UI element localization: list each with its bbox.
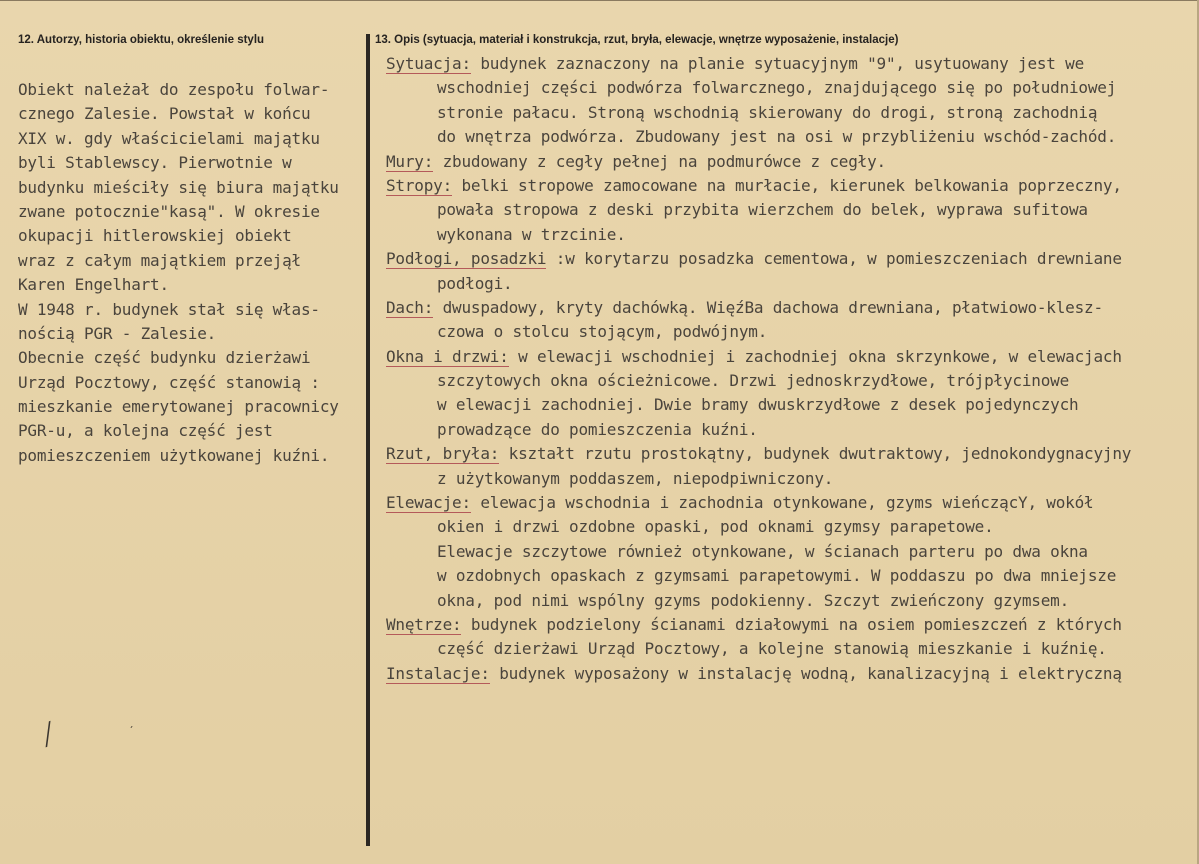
entry-label: Elewacje: xyxy=(386,493,471,513)
description-entry xyxy=(386,613,1186,637)
description-column xyxy=(386,52,1186,686)
entry-text: do wnętrza podwórza. Zbudowany jest na osi w przybliżeniu wschód-zachód. xyxy=(437,127,1117,147)
entry-label: Wnętrze: xyxy=(386,614,462,634)
history-line: pomieszczeniem użytkowanej kuźni. xyxy=(18,445,330,465)
entry-text: w elewacji zachodniej. Dwie bramy dwuskrzydłowe z desek pojedynczych xyxy=(437,395,1079,415)
history-line: budynku mieściły się biura majątku xyxy=(18,177,339,197)
description-line xyxy=(386,272,1186,296)
entry-text: wykonana w trzcinie. xyxy=(437,224,626,244)
entry-text: :w korytarzu posadzka cementowa, w pomieszczeniach drewniane xyxy=(546,249,1122,269)
history-line: byli Stablewscy. Pierwotnie w xyxy=(18,153,292,173)
entry-text: prowadzące do pomieszczenia kuźni. xyxy=(437,419,758,439)
entry-label: Podłogi, posadzki xyxy=(386,249,547,269)
entry-text: Elewacje szczytowe również otynkowane, w ścianach parteru po dwa okna xyxy=(437,541,1088,561)
entry-text: belki stropowe zamocowane na murłacie, kierunek belkowania poprzeczny, xyxy=(452,175,1122,195)
entry-text: kształt rzutu prostokątny, budynek dwutraktowy, jednokondygnacyjny xyxy=(499,444,1132,464)
entry-label: Dach: xyxy=(386,297,434,317)
entry-text: z użytkowanym poddaszem, niepodpiwniczony. xyxy=(437,468,834,488)
section-12-header: 12. Autorzy, historia obiektu, określenie stylu xyxy=(18,34,265,46)
description-entry xyxy=(386,442,1186,466)
entry-label: Mury: xyxy=(386,151,434,171)
description-line xyxy=(386,564,1186,588)
description-entry xyxy=(386,174,1186,198)
section-13-header: 13. Opis (sytuacja, materiał i konstrukcja, rzut, bryła, elewacje, wnętrze wyposażenie, instalacje) xyxy=(375,34,899,46)
description-line xyxy=(386,125,1186,149)
history-line: Obecnie część budynku dzierżawi xyxy=(18,348,311,368)
entry-label: Stropy: xyxy=(386,175,453,195)
history-line: zwane potocznie"kasą". W okresie xyxy=(18,201,320,221)
top-edge xyxy=(0,0,1199,1)
history-line: Karen Engelhart. xyxy=(18,275,169,295)
history-line: Obiekt należał do zespołu folwar- xyxy=(18,80,330,99)
entry-text: szczytowych okna ościeżnicowe. Drzwi jednoskrzydłowe, trójpłycinowe xyxy=(437,371,1069,391)
entry-text: podłogi. xyxy=(437,273,513,293)
description-entry xyxy=(386,150,1186,174)
entry-text: budynek zaznaczony na planie sytuacyjnym "9", usytuowany jest we xyxy=(470,54,1085,73)
description-entry xyxy=(386,247,1186,271)
description-entry xyxy=(386,296,1186,320)
entry-text: okna, pod nimi wspólny gzyms podokienny. Szczyt zwieńczony gzymsem. xyxy=(437,590,1069,610)
entry-text: powała stropowa z deski przybita wierzchem do belek, wyprawa sufitowa xyxy=(437,200,1088,220)
description-line xyxy=(386,198,1186,222)
entry-label: Okna i drzwi: xyxy=(386,346,509,366)
history-line: PGR-u, a kolejna część jest xyxy=(18,421,273,441)
entry-text: okien i drzwi ozdobne opaski, pod oknami gzymsy parapetowe. xyxy=(437,517,994,537)
description-line xyxy=(386,320,1186,344)
history-column xyxy=(18,78,364,468)
description-line xyxy=(386,418,1186,442)
entry-text: część dzierżawi Urząd Pocztowy, a kolejne stanowią mieszkanie i kuźnię. xyxy=(437,639,1107,659)
history-line: XIX w. gdy właścicielami majątku xyxy=(18,128,320,148)
entry-text: budynek podzielony ścianami działowymi na osiem pomieszczeń z których xyxy=(461,614,1122,634)
history-line: W 1948 r. budynek stał się włas- xyxy=(18,299,320,319)
history-line: wraz z całym majątkiem przejął xyxy=(18,250,301,270)
column-divider xyxy=(366,34,370,846)
description-line xyxy=(386,540,1186,564)
description-entry xyxy=(386,662,1186,686)
entry-text: czowa o stolcu stojącym, podwójnym. xyxy=(437,322,768,342)
history-line: mieszkanie emerytowanej pracownicy xyxy=(18,397,339,417)
entry-text: zbudowany z cegły pełnej na podmurówce z cegły. xyxy=(433,151,886,171)
entry-text: budynek wyposażony w instalację wodną, kanalizacyjną i elektryczną xyxy=(489,663,1122,683)
description-line xyxy=(386,76,1186,100)
description-line xyxy=(386,101,1186,125)
pen-mark: ╱ xyxy=(38,720,58,748)
entry-text: dwuspadowy, kryty dachówką. WięźBa dachowa drewniana, płatwiowo-klesz- xyxy=(433,297,1103,317)
description-line xyxy=(386,223,1186,247)
entry-text: w elewacji wschodniej i zachodniej okna skrzynkowe, w elewacjach xyxy=(508,346,1122,366)
description-line xyxy=(386,467,1186,491)
description-line xyxy=(386,369,1186,393)
history-line: okupacji hitlerowskiej obiekt xyxy=(18,226,292,246)
entry-text: wschodniej części podwórza folwarcznego, znajdującego się po południowej xyxy=(437,78,1117,98)
description-line xyxy=(386,637,1186,661)
history-line: Urząd Pocztowy, część stanowią : xyxy=(18,372,320,392)
history-line: cznego Zalesie. Powstał w końcu xyxy=(18,104,311,124)
entry-label: Instalacje: xyxy=(386,663,490,683)
description-line xyxy=(386,589,1186,613)
entry-text: w ozdobnych opaskach z gzymsami parapetowymi. W poddaszu po dwa mniejsze xyxy=(437,566,1117,586)
description-entry xyxy=(386,52,1186,76)
history-line: nością PGR - Zalesie. xyxy=(18,323,217,343)
entry-label: Rzut, bryła: xyxy=(386,444,500,464)
entry-text: elewacja wschodnia i zachodnia otynkowane, gzyms wieńczącY, wokół xyxy=(470,493,1094,513)
pen-dot: ˊ xyxy=(128,724,136,738)
entry-label: Sytuacja: xyxy=(386,54,471,73)
description-line xyxy=(386,515,1186,539)
description-entry xyxy=(386,491,1186,515)
entry-text: stronie pałacu. Stroną wschodnią skierowany do drogi, stroną zachodnią xyxy=(437,102,1098,122)
description-entry xyxy=(386,345,1186,369)
description-line xyxy=(386,393,1186,417)
